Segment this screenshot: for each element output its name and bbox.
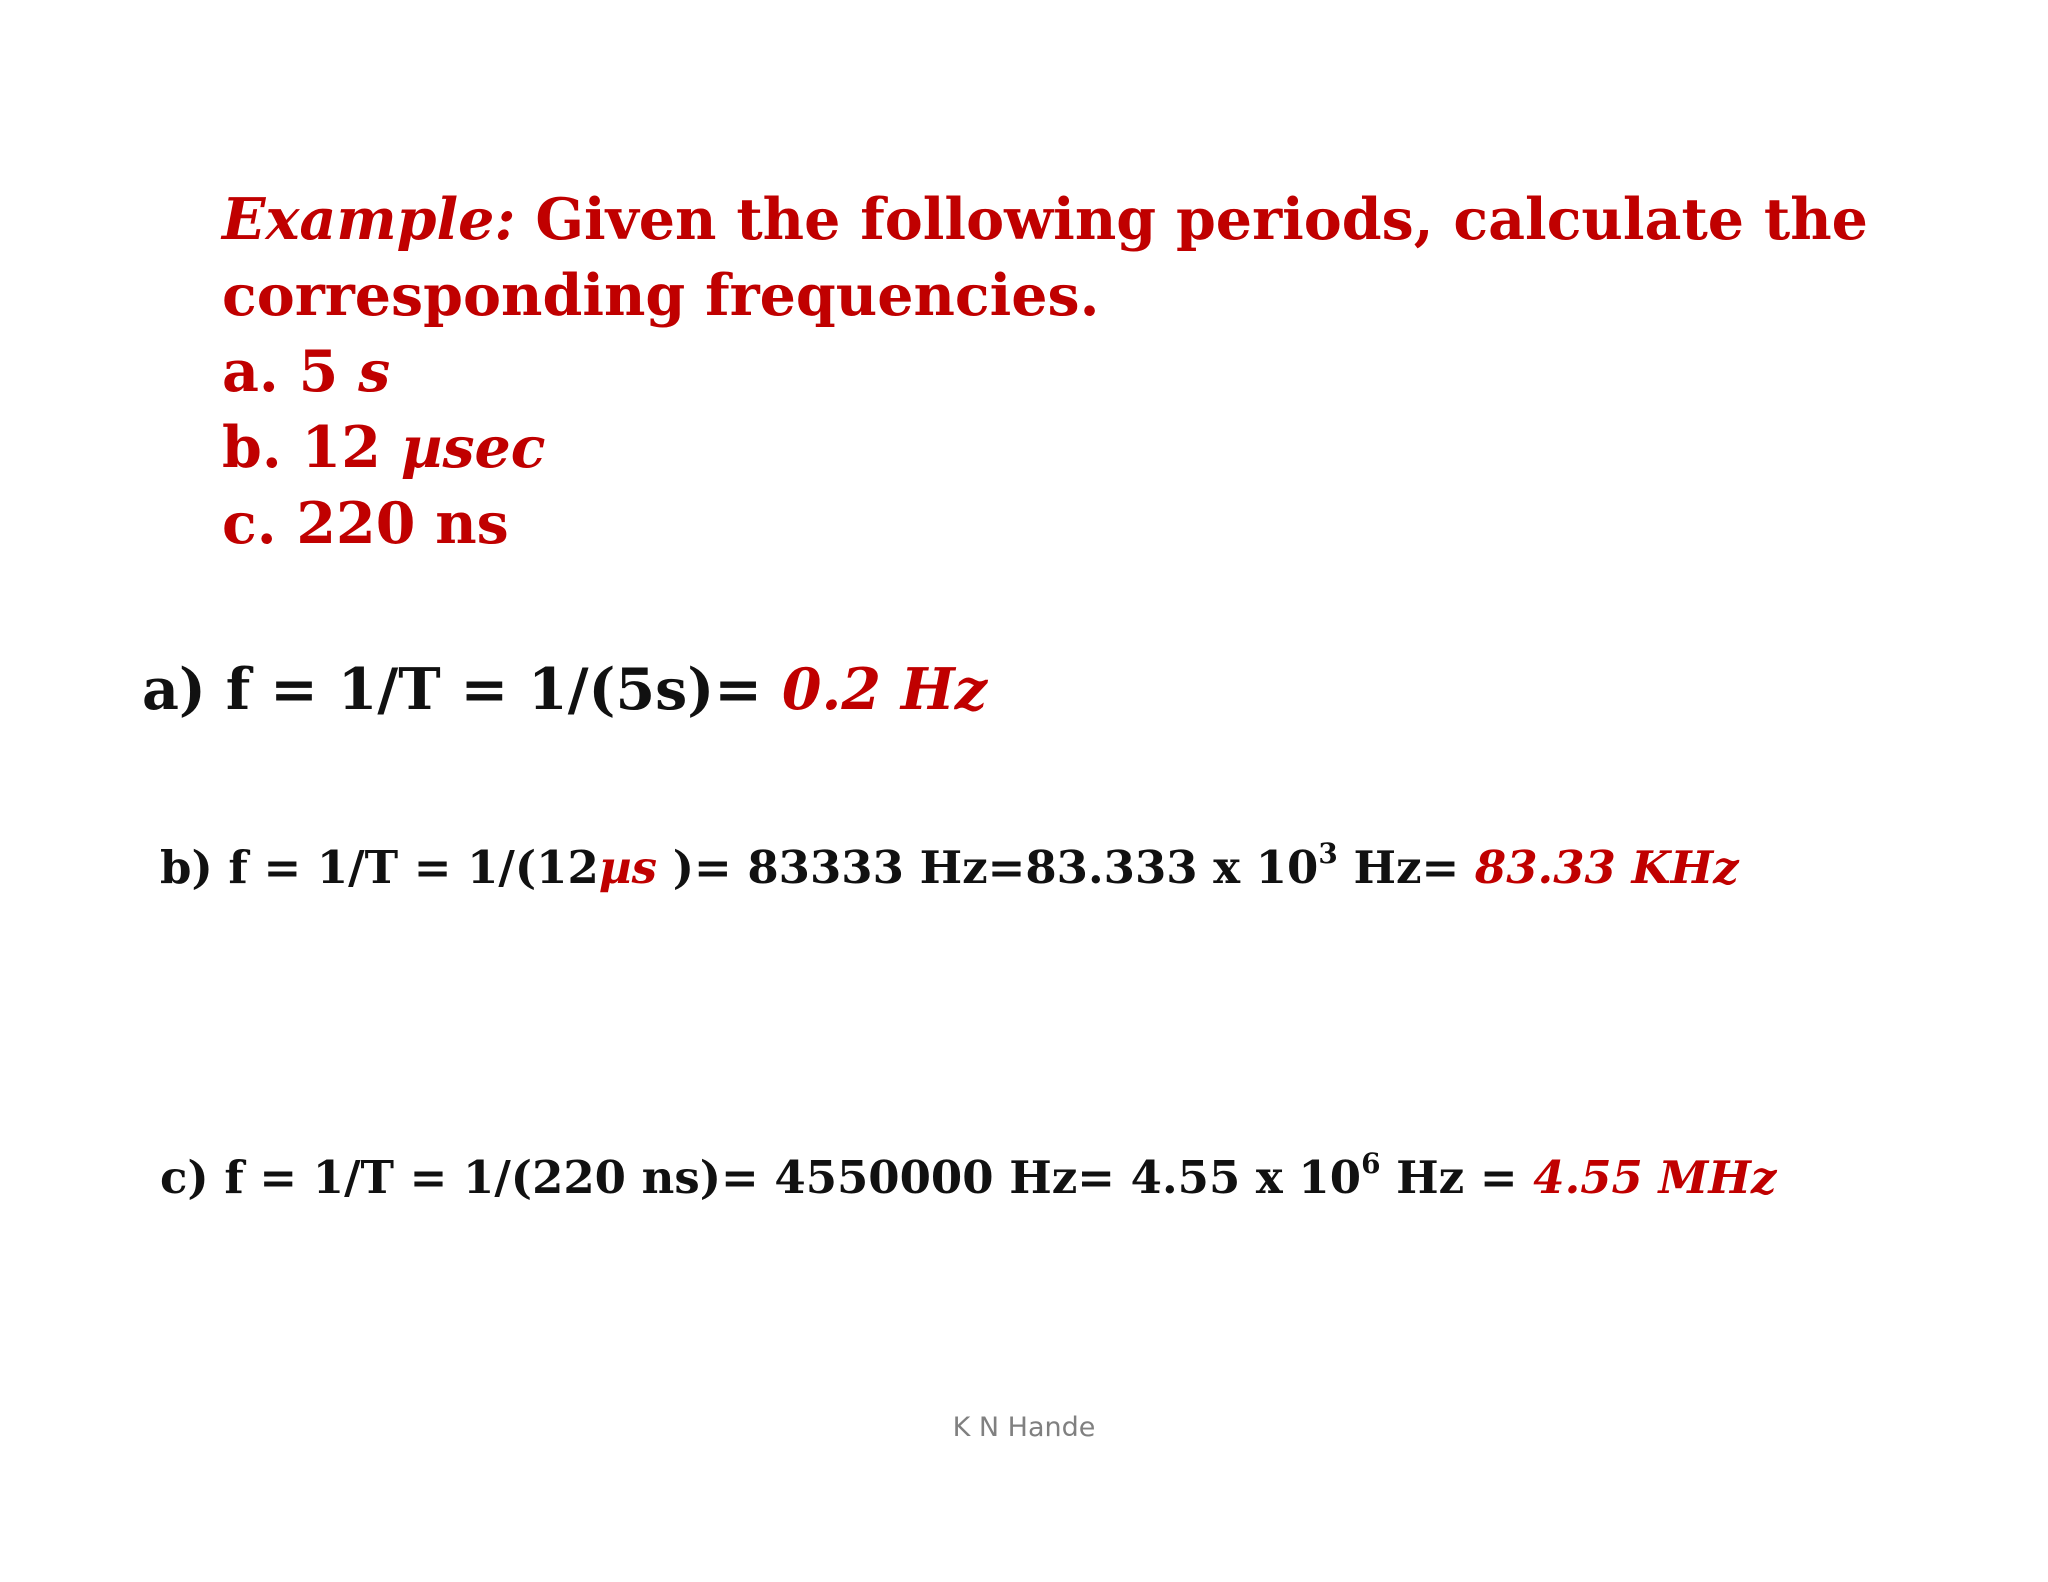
answer-a-result: 0.2 Hz bbox=[781, 656, 988, 723]
problem-intro-text: Given the following periods, calculate the bbox=[515, 186, 1868, 253]
item-a-unit: s bbox=[358, 338, 391, 405]
item-b-unit: µsec bbox=[400, 414, 546, 481]
problem-line-2: corresponding frequencies. bbox=[222, 262, 1100, 329]
answer-b-result: 83.33 KHz bbox=[1474, 841, 1739, 894]
problem-line-1 bbox=[222, 182, 1868, 258]
problem-item-b bbox=[222, 410, 1862, 486]
answer-a bbox=[142, 655, 987, 725]
problem-statement bbox=[222, 182, 1868, 562]
answer-c bbox=[160, 1148, 1776, 1208]
answer-c-expression-start: c) f = 1/T = 1/(220 ns)= 4550000 Hz= 4.55 x 10 bbox=[160, 1151, 1362, 1204]
answer-b-exponent: 3 bbox=[1318, 836, 1338, 870]
answer-b-expression-mid: )= 83333 Hz=83.333 x 10 bbox=[657, 841, 1319, 894]
answer-a-expression: a) f = 1/T = 1/(5s)= bbox=[142, 656, 782, 723]
answer-b-expression-start: b) f = 1/T = 1/(12 bbox=[160, 841, 599, 894]
answer-c-expression-end: Hz = bbox=[1380, 1151, 1534, 1204]
answer-b-expression-end: Hz= bbox=[1337, 841, 1475, 894]
answer-b-unit: µs bbox=[598, 841, 658, 894]
example-label: Example: bbox=[222, 186, 516, 253]
footer-author: K N Hande bbox=[952, 1412, 1096, 1443]
item-a-prefix: a. 5 bbox=[222, 338, 359, 405]
answer-c-exponent: 6 bbox=[1361, 1146, 1381, 1180]
problem-item-c: c. 220 ns bbox=[222, 490, 509, 557]
answer-c-result: 4.55 MHz bbox=[1533, 1151, 1777, 1204]
problem-item-a bbox=[222, 334, 1862, 410]
item-b-prefix: b. 12 bbox=[222, 414, 401, 481]
answer-b bbox=[160, 838, 1739, 898]
